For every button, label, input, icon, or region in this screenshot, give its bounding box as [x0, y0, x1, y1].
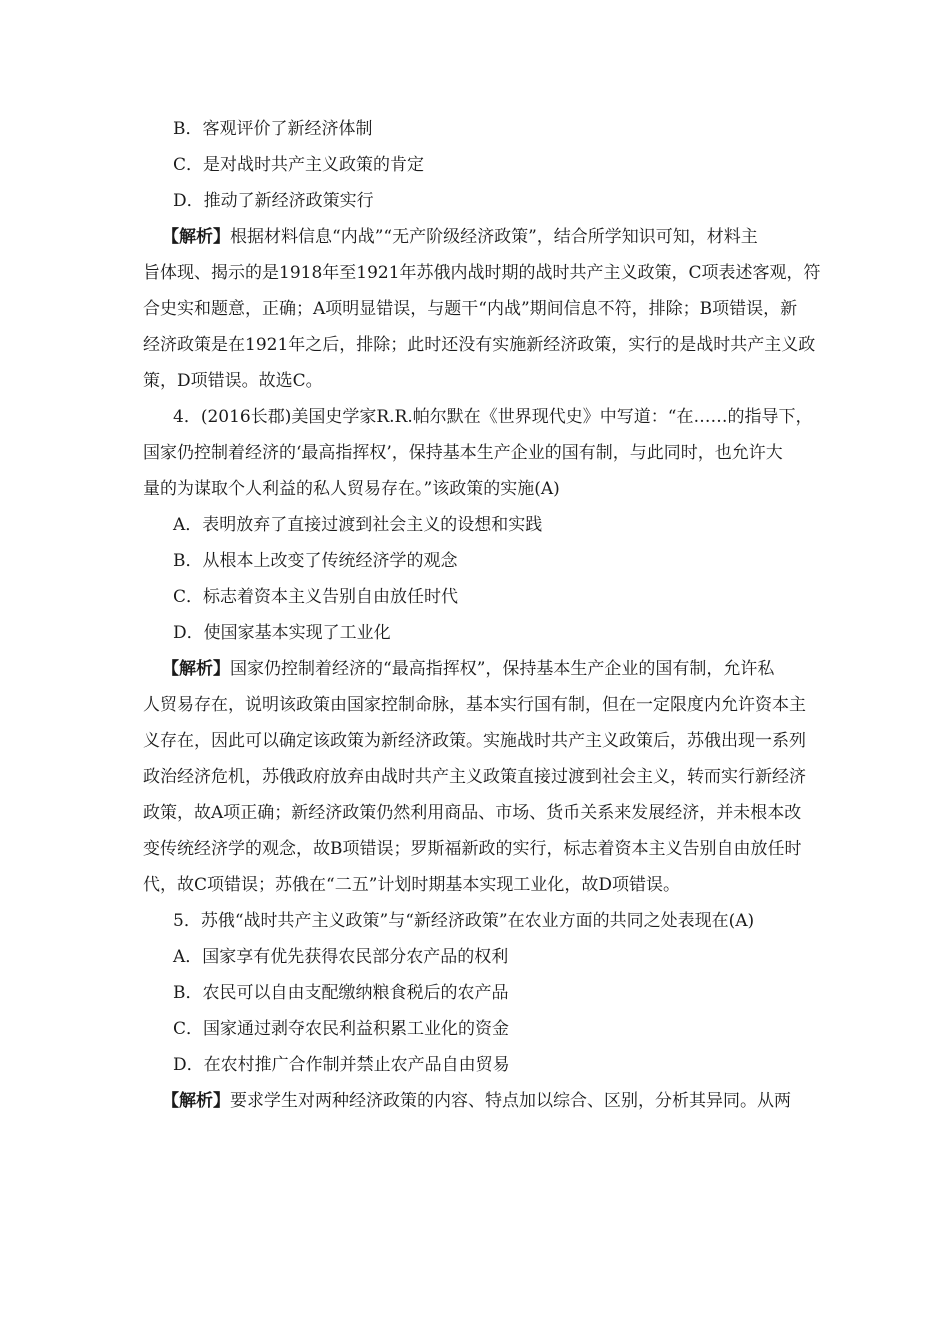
q5-option-b: B．农民可以自由支配缴纳粮食税后的农产品 — [173, 983, 509, 1003]
q4-analysis-line-7: 代，故C项错误；苏俄在“二五”计划时期基本实现工业化，故D项错误。 — [143, 875, 681, 895]
q3-analysis-line-3: 合史实和题意，正确；A项明显错误，与题干“内战”期间信息不符，排除；B项错误，新 — [143, 299, 798, 319]
q5-option-c: C．国家通过剥夺农民利益积累工业化的资金 — [173, 1019, 510, 1039]
q4-stem — [143, 406, 811, 500]
analysis-tag: 【解析】 — [162, 227, 230, 247]
analysis-text: 要求学生对两种经济政策的内容、特点加以综合、区别，分析其异同。从两 — [230, 1091, 791, 1111]
q4-analysis-line-3: 义存在，因此可以确定该政策为新经济政策。实施战时共产主义政策后，苏俄出现一系列 — [143, 731, 806, 751]
q3-option-c: C．是对战时共产主义政策的肯定 — [173, 155, 425, 175]
q4-stem-line-1: 4．(2016长郡)美国史学家R.R.帕尔默在《世界现代史》中写道：“在……的指导下， — [173, 407, 813, 427]
q4-analysis-line-5: 政策，故A项正确；新经济政策仍然利用商品、市场、货币关系来发展经济，并未根本改 — [143, 803, 802, 823]
q4-option-d: D．使国家基本实现了工业化 — [173, 623, 391, 643]
q4-analysis-line-1 — [143, 658, 811, 680]
q5-stem: 5．苏俄“战时共产主义政策”与“新经济政策”在农业方面的共同之处表现在(A) — [173, 911, 755, 931]
q3-analysis-line-2: 旨体现、揭示的是1918年至1921年苏俄内战时期的战时共产主义政策，C项表述客观，符 — [143, 263, 821, 283]
page-content — [143, 118, 821, 1126]
q4-stem-line-3: 量的为谋取个人利益的私人贸易存在。”该政策的实施(A) — [143, 479, 560, 499]
q3-option-b: B．客观评价了新经济体制 — [173, 119, 373, 139]
q4-option-b: B．从根本上改变了传统经济学的观念 — [173, 551, 458, 571]
q4-analysis-line-6: 变传统经济学的观念，故B项错误；罗斯福新政的实行，标志着资本主义告别自由放任时 — [143, 839, 802, 859]
q4-stem-line-2: 国家仍控制着经济的‘最高指挥权’，保持基本生产企业的国有制，与此同时，也允许大 — [143, 443, 783, 463]
q4-option-c: C．标志着资本主义告别自由放任时代 — [173, 587, 459, 607]
q5-option-a: A．国家享有优先获得农民部分农产品的权利 — [173, 947, 509, 967]
q4-analysis-line-2: 人贸易存在，说明该政策由国家控制命脉，基本实行国有制，但在一定限度内允许资本主 — [143, 695, 806, 715]
analysis-tag: 【解析】 — [162, 1091, 230, 1111]
q3-analysis-line-5: 策，D项错误。故选C。 — [143, 371, 323, 391]
q3-analysis-line-4: 经济政策是在1921年之后，排除；此时还没有实施新经济政策，实行的是战时共产主义政 — [143, 335, 816, 355]
q4-option-a: A．表明放弃了直接过渡到社会主义的设想和实践 — [173, 515, 543, 535]
q5-analysis-line-1 — [143, 1090, 811, 1112]
q5-option-d: D．在农村推广合作制并禁止农产品自由贸易 — [173, 1055, 510, 1075]
q3-option-d: D．推动了新经济政策实行 — [173, 191, 374, 211]
q3-analysis-line-1 — [143, 226, 811, 248]
q5-analysis — [143, 1090, 811, 1112]
q4-analysis — [143, 658, 811, 896]
q4-analysis-line-4: 政治经济危机，苏俄政府放弃由战时共产主义政策直接过渡到社会主义，转而实行新经济 — [143, 767, 806, 787]
analysis-text: 根据材料信息“内战”“无产阶级经济政策”，结合所学知识可知，材料主 — [230, 227, 758, 247]
analysis-text: 国家仍控制着经济的“最高指挥权”，保持基本生产企业的国有制，允许私 — [230, 659, 775, 679]
analysis-tag: 【解析】 — [162, 659, 230, 679]
q3-analysis — [143, 226, 821, 392]
